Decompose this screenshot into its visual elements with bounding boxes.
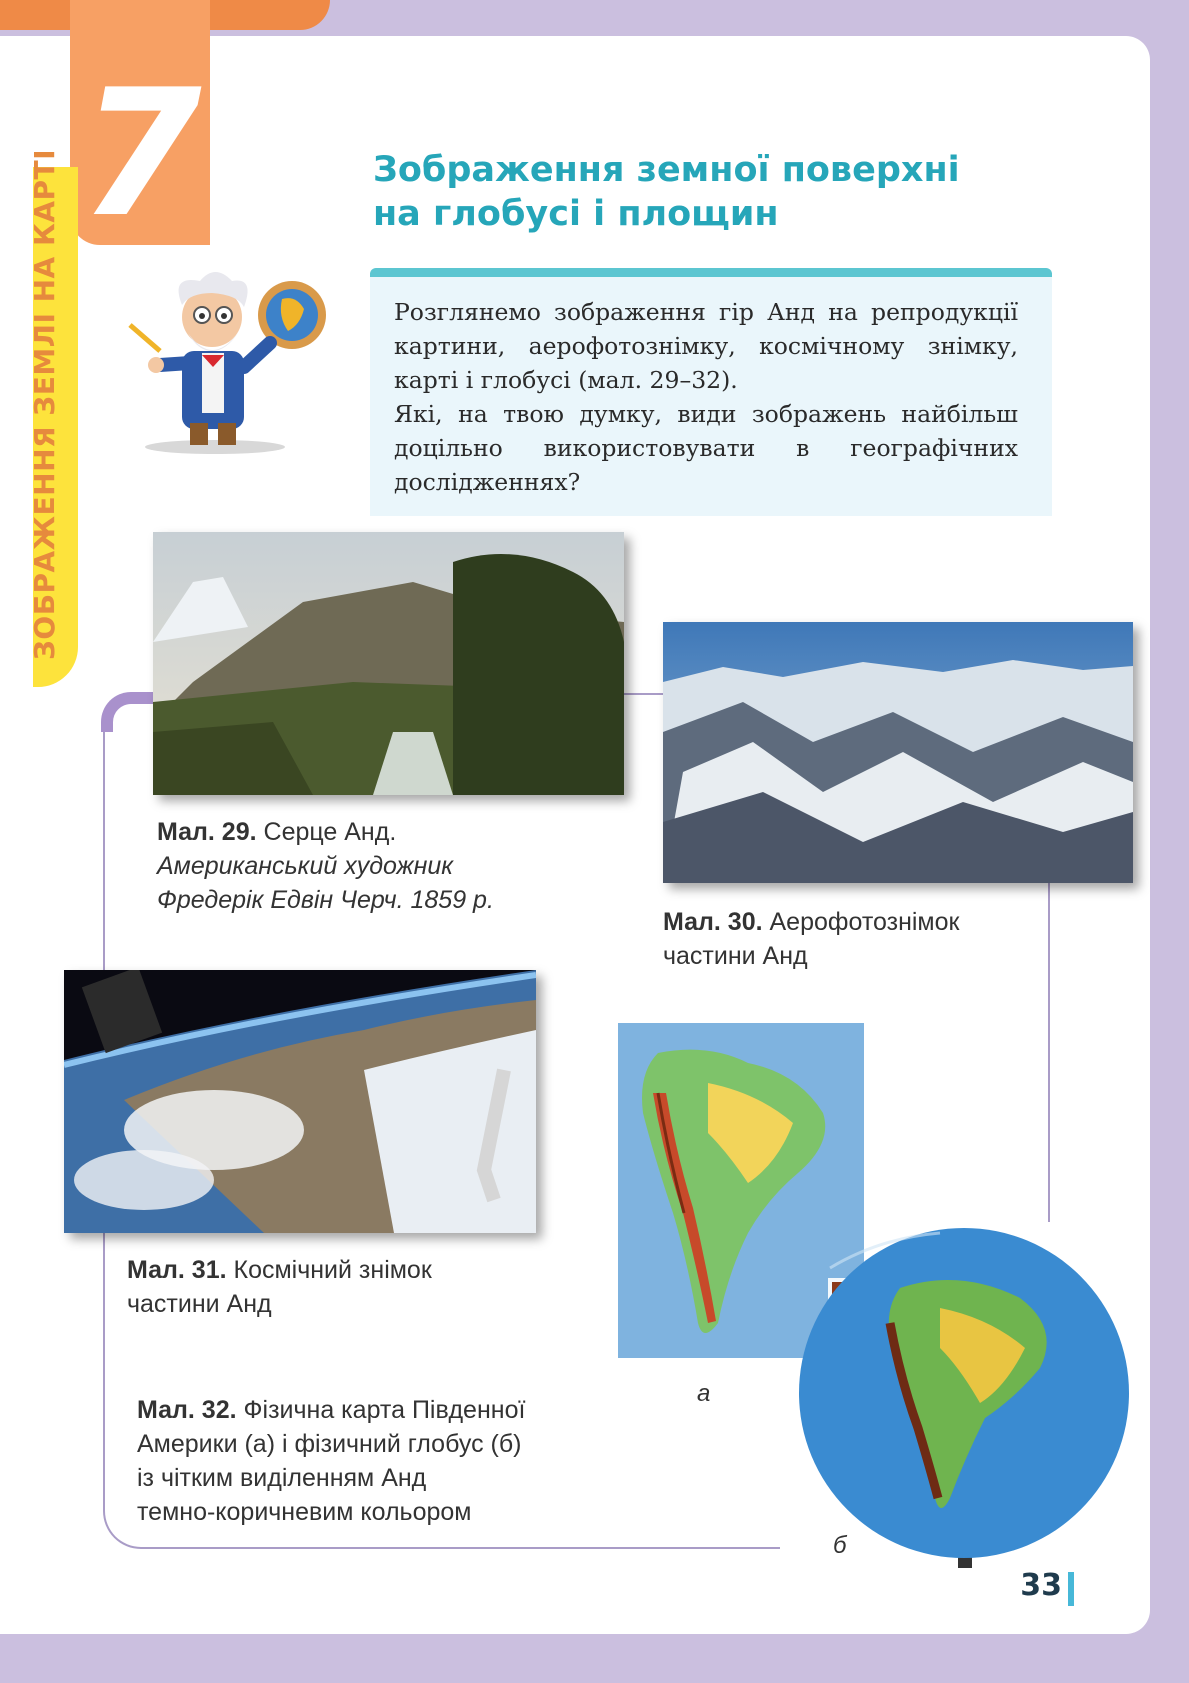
intro-paragraph-2: Які, на твою думку, види зображень найбільш доцільно використовувати в географічних дослідженнях? — [394, 400, 1018, 496]
lesson-number: 7 — [80, 53, 202, 256]
andes-space-image — [64, 970, 536, 1233]
andes-painting-image — [153, 532, 624, 795]
figure-32-caption — [137, 1393, 657, 1529]
figure-31-title: Космічний знімок — [226, 1256, 432, 1284]
figure-29-painting — [153, 532, 624, 795]
figure-32-line2: Америки (а) і фізичний глобус (б) — [137, 1430, 522, 1458]
figure-32-label-b: б — [833, 1532, 847, 1559]
figure-30-number: Мал. 30. — [663, 908, 763, 936]
figure-29-title: Серце Анд. — [256, 818, 397, 846]
figure-29-line3: Фредерік Едвін Черч. 1859 р. — [157, 886, 494, 914]
intro-paragraph-1: Розглянемо зображення гір Анд на репродукції картини, аерофотознімку, космічному знімку, карті і глобусі (мал. 29–32). — [394, 298, 1018, 394]
figure-30-caption — [663, 905, 1093, 973]
figure-32-line4: темно-коричневим кольором — [137, 1498, 472, 1526]
figure-32-label-a: а — [697, 1380, 711, 1407]
page-number-bar — [1068, 1572, 1074, 1606]
figure-32-title: Фізична карта Південної — [236, 1396, 526, 1424]
figure-30-title: Аерофотознімок — [762, 908, 960, 936]
figure-31-line2: частини Анд — [127, 1290, 272, 1318]
figure-29-line2: Американський художник — [157, 852, 454, 880]
section-side-label-text: ЗОБРАЖЕННЯ ЗЕМЛІ НА КАРТІ — [28, 148, 61, 660]
andes-aerial-image — [663, 622, 1133, 883]
figure-32-number: Мал. 32. — [137, 1396, 237, 1424]
figure-29-caption — [157, 815, 617, 917]
figure-32-line3: із чітким виділенням Анд — [137, 1464, 427, 1492]
page-title-line2: на глобусі і площин — [373, 194, 779, 234]
figure-29-number: Мал. 29. — [157, 818, 257, 846]
figure-31-number: Мал. 31. — [127, 1256, 227, 1284]
figure-30-aerial-photo — [663, 622, 1133, 883]
figure-31-space-photo — [64, 970, 536, 1233]
intro-text — [394, 295, 1018, 499]
page-title — [373, 148, 1073, 236]
intro-box — [370, 268, 1052, 516]
figure-30-line2: частини Анд — [663, 942, 808, 970]
page-title-line1: Зображення земної поверхні — [373, 150, 960, 190]
professor-mascot-icon — [120, 255, 360, 455]
page-number: 33 — [1020, 1568, 1062, 1603]
figure-32b-globe — [790, 1228, 1135, 1568]
figure-31-caption — [127, 1253, 547, 1321]
